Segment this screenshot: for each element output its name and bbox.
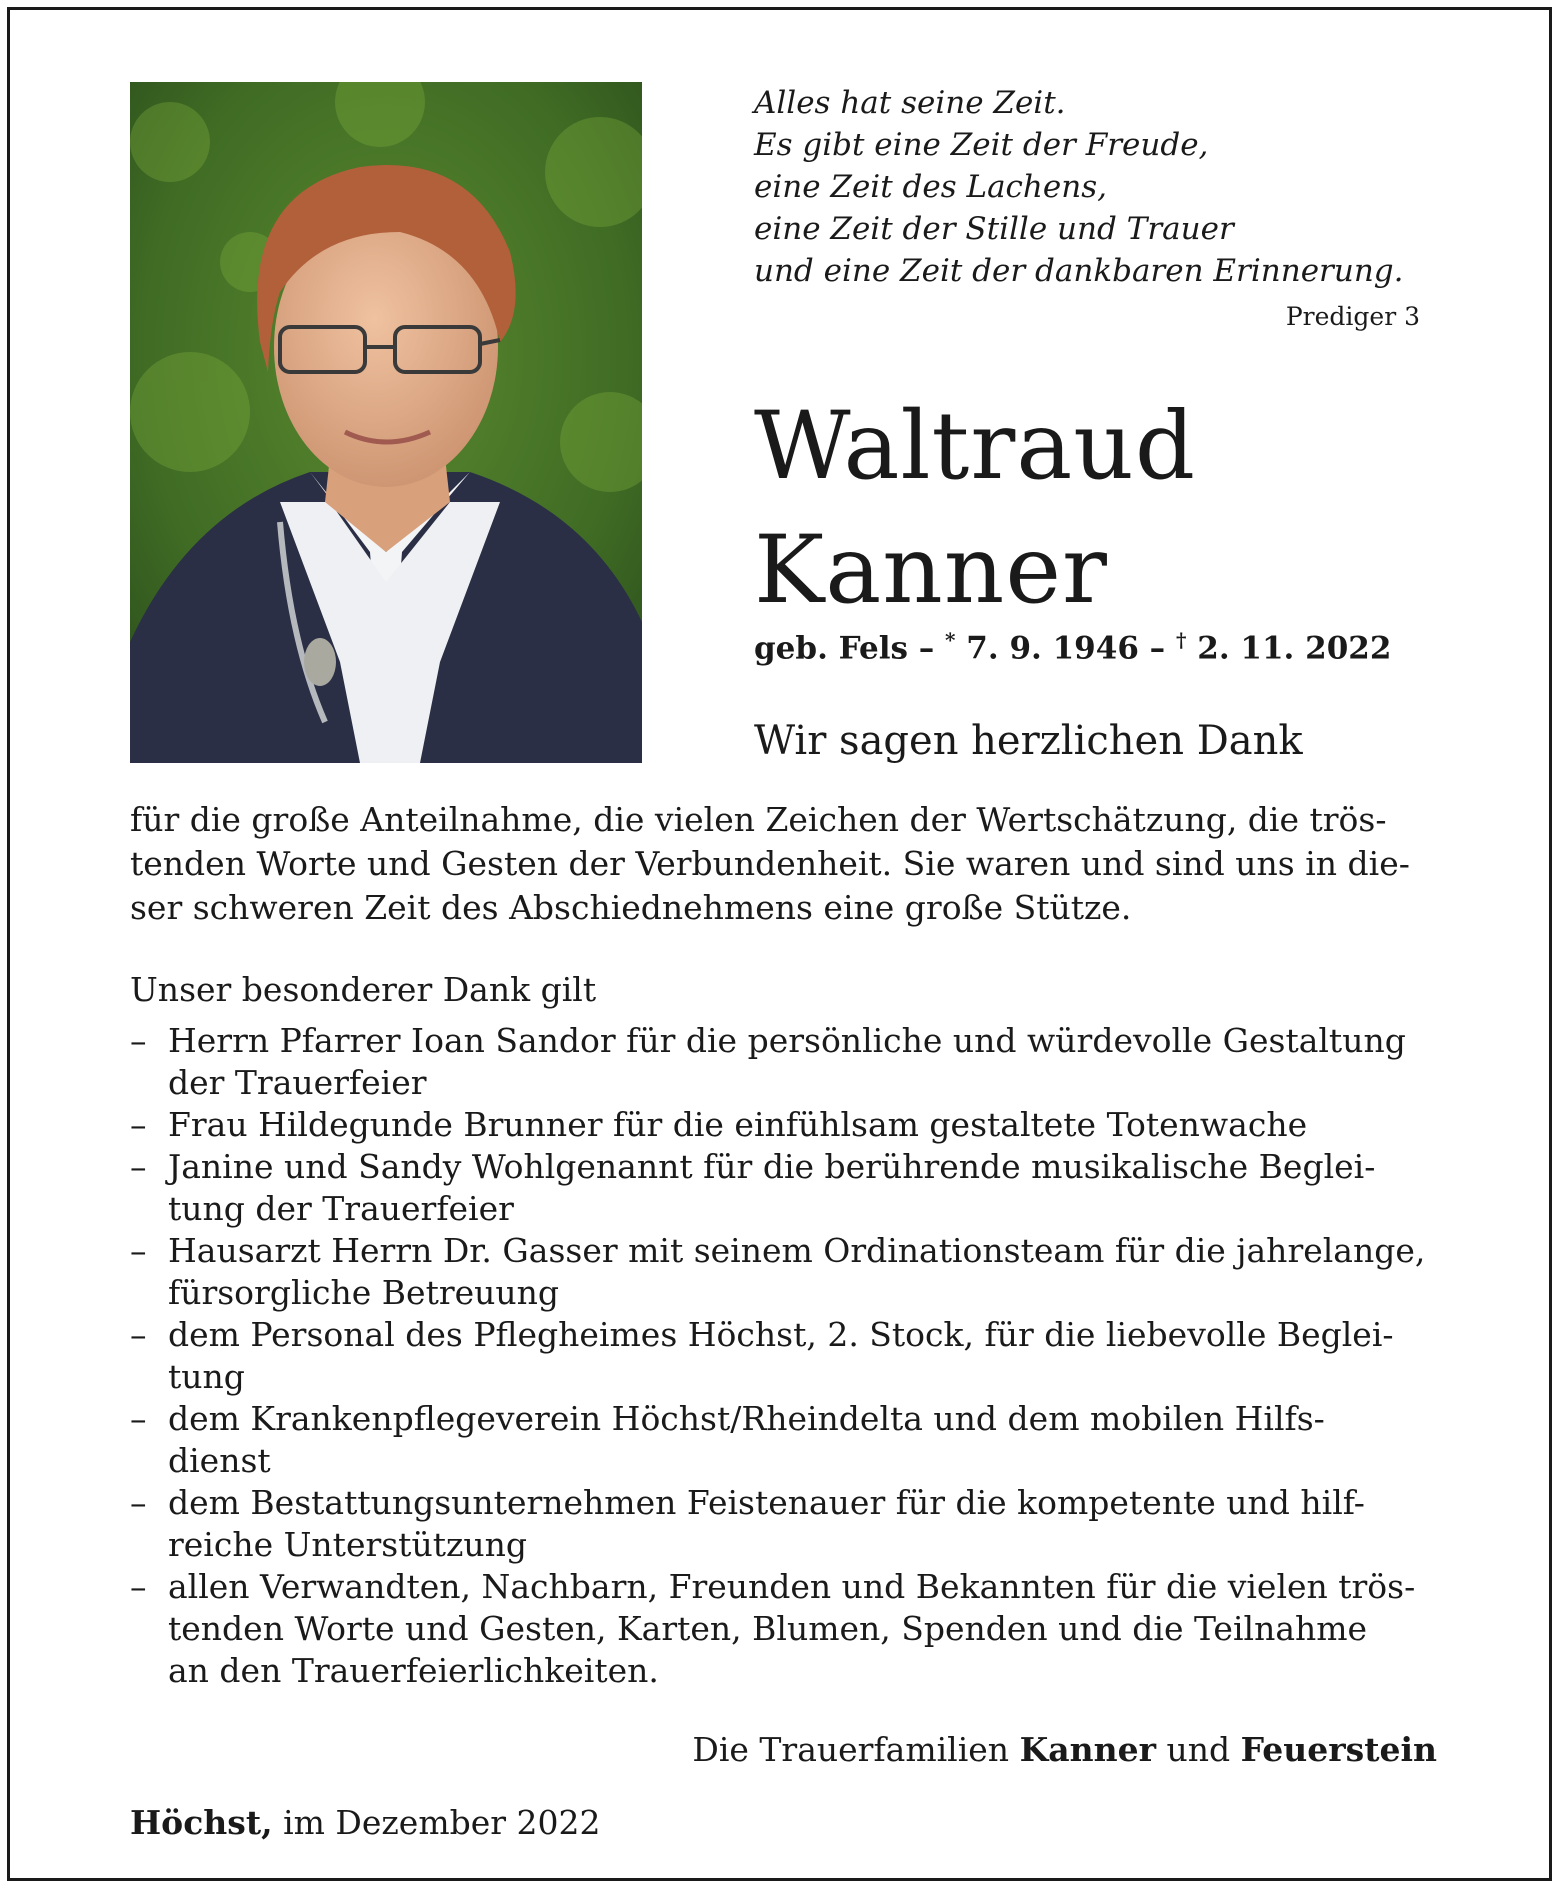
birth-date: 7. 9. 1946 xyxy=(966,630,1139,667)
list-item xyxy=(130,1314,1440,1398)
place: Höchst, xyxy=(130,1803,273,1842)
death-symbol: † xyxy=(1175,628,1187,652)
birth-symbol: * xyxy=(945,628,956,652)
list-item xyxy=(130,1482,1440,1566)
family-name: Kanner xyxy=(1019,1730,1157,1769)
first-name: Waltraud xyxy=(754,392,1197,501)
dash-bullet: – xyxy=(130,1399,147,1438)
list-item-line: fürsorgliche Betreuung xyxy=(168,1273,560,1312)
quote-line: Alles hat seine Zeit. xyxy=(754,85,1066,121)
list-item xyxy=(130,1146,1440,1230)
list-item-line: allen Verwandten, Nachbarn, Freunden und Bekannten für die vielen trös- xyxy=(168,1567,1416,1606)
signature-prefix: Die Trauerfamilien xyxy=(692,1730,1010,1769)
list-item-line: dem Personal des Pflegheimes Höchst, 2. Stock, für die liebevolle Beglei- xyxy=(168,1315,1394,1354)
list-item-line: Herrn Pfarrer Ioan Sandor für die persönliche und würdevolle Gestaltung xyxy=(168,1021,1406,1060)
portrait-photo xyxy=(130,82,642,763)
list-item-line: dem Bestattungsunternehmen Feistenauer für die kompetente und hilf- xyxy=(168,1483,1365,1522)
list-item xyxy=(130,1230,1440,1314)
signature-connector: und xyxy=(1166,1730,1231,1769)
list-item xyxy=(130,1566,1440,1692)
quote-line: und eine Zeit der dankbaren Erinnerung. xyxy=(754,253,1404,289)
list-item-line: an den Trauerfeierlichkeiten. xyxy=(168,1651,659,1690)
life-dates: geb. Fels – * 7. 9. 1946 – † 2. 11. 2022 xyxy=(754,628,1392,667)
quote-line: eine Zeit der Stille und Trauer xyxy=(754,211,1234,247)
dash-bullet: – xyxy=(130,1105,147,1144)
deceased-name xyxy=(754,385,1196,633)
list-item-line: Hausarzt Herrn Dr. Gasser mit seinem Ordinationsteam für die jahrelange, xyxy=(168,1231,1426,1270)
intro-line: für die große Anteilnahme, die vielen Zeichen der Wertschätzung, die trös- xyxy=(130,800,1387,839)
list-item-line: Frau Hildegunde Brunner für die einfühlsam gestaltete Totenwache xyxy=(168,1105,1308,1144)
quote-line: Es gibt eine Zeit der Freude, xyxy=(754,127,1209,163)
dash-bullet: – xyxy=(130,1231,147,1270)
dash-bullet: – xyxy=(130,1147,147,1186)
date: im Dezember 2022 xyxy=(283,1803,601,1842)
death-date: 2. 11. 2022 xyxy=(1197,630,1392,667)
list-item-line: tung xyxy=(168,1357,245,1396)
list-item-line: tenden Worte und Gesten, Karten, Blumen, Spenden und die Teilnahme xyxy=(168,1609,1368,1648)
quote-line: eine Zeit des Lachens, xyxy=(754,169,1107,205)
list-item-line: Janine und Sandy Wohlgenannt für die berührende musikalische Beglei- xyxy=(168,1147,1376,1186)
thanks-heading: Wir sagen herzlichen Dank xyxy=(754,718,1303,764)
quote-source: Prediger 3 xyxy=(1285,302,1420,331)
dash-bullet: – xyxy=(130,1567,147,1606)
bible-quote xyxy=(754,82,1454,292)
intro-line: ser schweren Zeit des Abschiednehmens eine große Stütze. xyxy=(130,888,1132,927)
list-item-line: der Trauerfeier xyxy=(168,1063,427,1102)
intro-line: tenden Worte und Gesten der Verbundenheit. Sie waren und sind uns in die- xyxy=(130,844,1410,883)
list-item xyxy=(130,1104,1440,1146)
dash-bullet: – xyxy=(130,1021,147,1060)
maiden-name: geb. Fels xyxy=(754,630,908,667)
list-item-line: tung der Trauerfeier xyxy=(168,1189,514,1228)
family-name: Feuerstein xyxy=(1240,1730,1437,1769)
list-item-line: dem Krankenpflegeverein Höchst/Rheindelta und dem mobilen Hilfs- xyxy=(168,1399,1325,1438)
dash-bullet: – xyxy=(130,1315,147,1354)
thanks-list xyxy=(130,1020,1440,1692)
list-item-line: reiche Unterstützung xyxy=(168,1525,527,1564)
list-item xyxy=(130,1020,1440,1104)
place-date xyxy=(130,1803,601,1842)
list-item-line: dienst xyxy=(168,1441,271,1480)
special-thanks-label: Unser besonderer Dank gilt xyxy=(130,970,597,1009)
last-name: Kanner xyxy=(754,516,1108,625)
list-item xyxy=(130,1398,1440,1482)
dash-bullet: – xyxy=(130,1483,147,1522)
intro-paragraph xyxy=(130,798,1435,930)
signature xyxy=(580,1730,1437,1769)
